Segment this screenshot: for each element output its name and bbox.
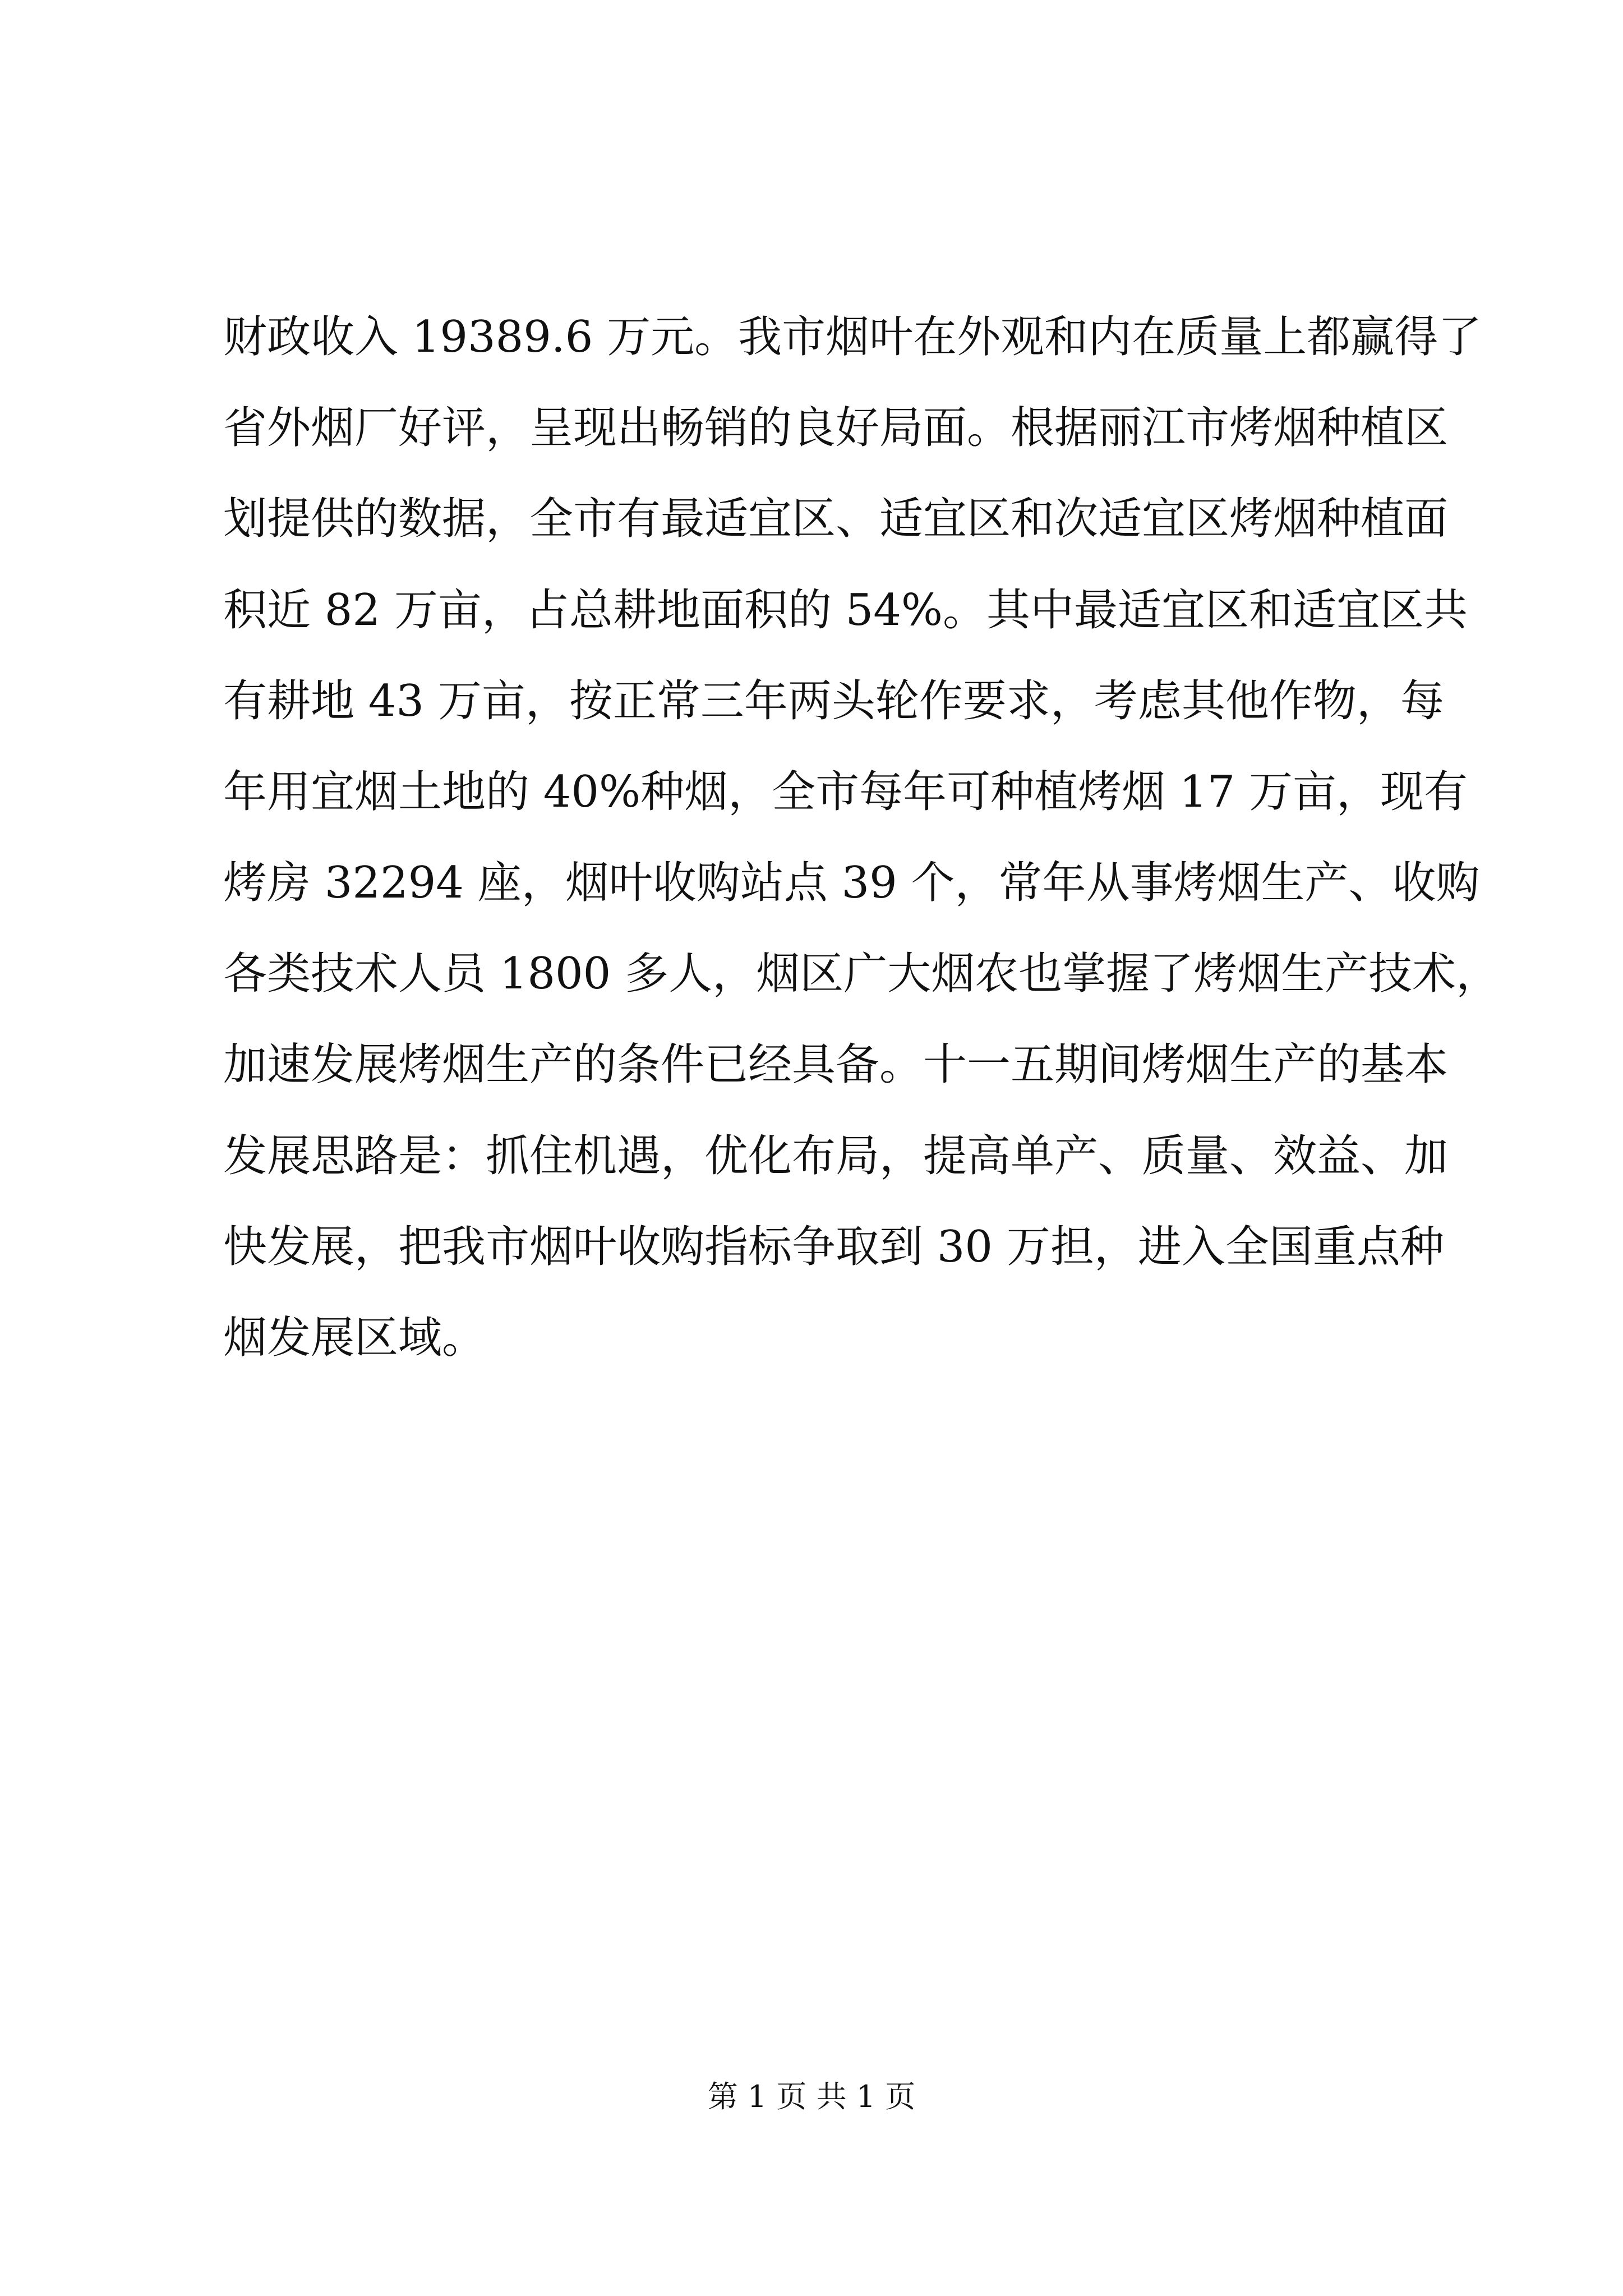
paragraph-line: 积近 82 万亩，占总耕地面积的 54%。其中最适宜区和适宜区共 bbox=[223, 585, 1468, 636]
paragraph-line: 年用宜烟土地的 40%种烟，全市每年可种植烤烟 17 万亩，现有 bbox=[223, 767, 1468, 817]
paragraph-line: 加速发展烤烟生产的条件已经具备。十一五期间烤烟生产的基本 bbox=[223, 1039, 1449, 1090]
paragraph-line: 各类技术人员 1800 多人，烟区广大烟农也掌握了烤烟生产技术， bbox=[223, 949, 1500, 999]
paragraph-line: 发展思路是：抓住机遇，优化布局，提高单产、质量、效益、加 bbox=[223, 1131, 1449, 1181]
paragraph-line: 划提供的数据，全市有最适宜区、适宜区和次适宜区烤烟种植面 bbox=[223, 494, 1449, 544]
paragraph-line: 省外烟厂好评，呈现出畅销的良好局面。根据丽江市烤烟种植区 bbox=[223, 403, 1449, 453]
paragraph-line: 有耕地 43 万亩，按正常三年两头轮作要求，考虑其他作物，每 bbox=[223, 676, 1444, 726]
paragraph-line: 烤房 32294 座，烟叶收购站点 39 个，常年从事烤烟生产、收购 bbox=[223, 858, 1480, 908]
paragraph-line: 财政收入 19389.6 万元。我市烟叶在外观和内在质量上都赢得了 bbox=[223, 312, 1482, 362]
page-footer: 第 1 页 共 1 页 bbox=[707, 2079, 916, 2114]
paragraph-line: 烟发展区域。 bbox=[223, 1313, 486, 1363]
paragraph-line: 快发展，把我市烟叶收购指标争取到 30 万担，进入全国重点种 bbox=[223, 1222, 1444, 1272]
